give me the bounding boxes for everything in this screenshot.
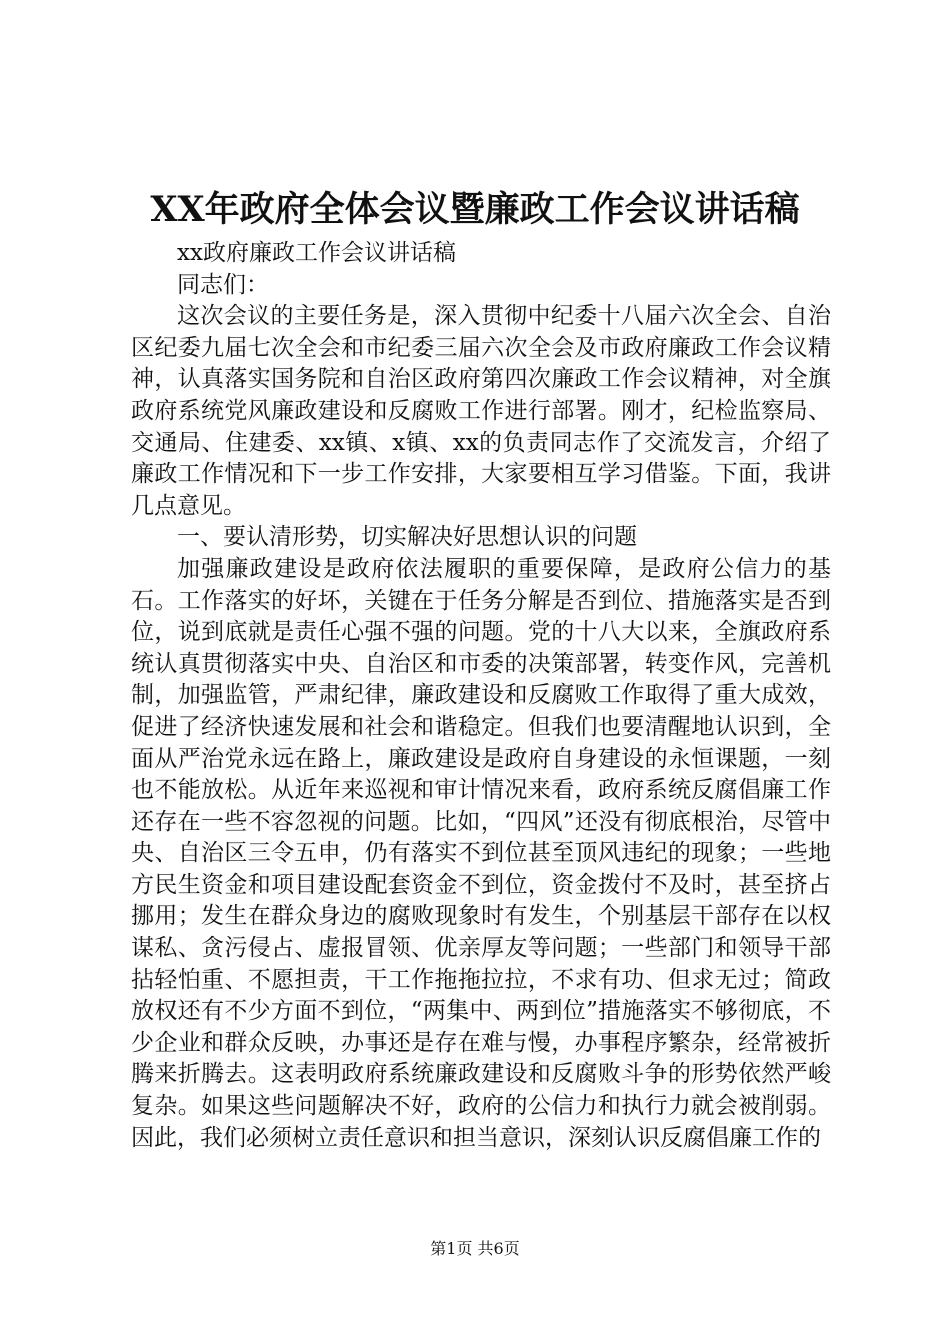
document-title: XX年政府全体会议暨廉政工作会议讲话稿 <box>150 189 800 230</box>
page-number-footer: 第1页 共6页 <box>430 1239 520 1258</box>
section-heading-1: 一、要认清形势，切实解决好思想认识的问题 <box>177 524 637 551</box>
paragraph-section-1: 加强廉政建设是政府依法履职的重要保障，是政府公信力的基石。工作落实的好坏，关键在于任务分解是否到位、措施落实是否到位，说到底就是责任心强不强的问题。党的十八大以来，全旗政府系统认真贯彻落实中央、自治区和市委的决策部署，转变作风，完善机制，加强监管，严肃纪律，廉政建设和反腐败工作取得了重大成效，促进了经济快速发展和社会和谐稳定。但我们也要清醒地认识到，全面从严治党永远在路上，廉政建设是政府自身建设的永恒课题，一刻也不能放松。从近年来巡视和审计情况来看，政府系统反腐倡廉工作还存在一些不容忽视的问题。比如，“四风”还没有彻底根治，尽管中央、自治区三令五申，仍有落实不到位甚至顶风违纪的现象；一些地方民生资金和项目建设配套资金不到位，资金拨付不及时，甚至挤占挪用；发生在群众身边的腐败现象时有发生，个别基层干部存在以权谋私、贪污侵占、虚报冒领、优亲厚友等问题；一些部门和领导干部拈轻怕重、不愿担责，干工作拖拖拉拉，不求有功、但求无过；简政放权还有不少方面不到位，“两集中、两到位”措施落实不够彻底，不少企业和群众反映，办事还是存在难与慢，办事程序繁杂，经常被折腾来折腾去。这表明政府系统廉政建设和反腐败斗争的形势依然严峻复杂。如果这些问题解决不好，政府的公信力和执行力就会被削弱。因此，我们必须树立责任意识和担当意识，深刻认识反腐倡廉工作的 <box>131 555 831 1151</box>
document-body <box>131 238 831 1154</box>
paragraph-subtitle: xx政府廉政工作会议讲话稿 <box>177 240 456 266</box>
paragraph-intro: 这次会议的主要任务是，深入贯彻中纪委十八届六次全会、自治区纪委九届七次全会和市纪委三届六次全会及市政府廉政工作会议精神，认真落实国务院和自治区政府第四次廉政工作会议精神，对全旗政府系统党风廉政建设和反腐败工作进行部署。刚才，纪检监察局、交通局、住建委、xx镇、x镇、xx的负责同志作了交流发言，介绍了廉政工作情况和下一步工作安排，大家要相互学习借鉴。下面，我讲几点意见。 <box>131 303 831 519</box>
paragraph-salutation: 同志们： <box>177 271 269 298</box>
